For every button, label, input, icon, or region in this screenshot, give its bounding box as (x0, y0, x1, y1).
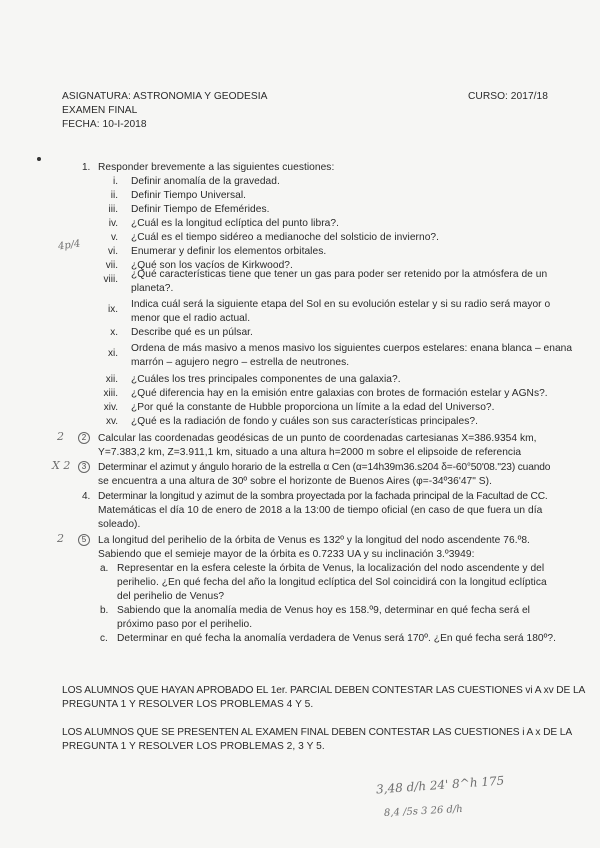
q5a-label: a. (100, 563, 109, 574)
q4-text-cont: soleado). (98, 519, 141, 530)
q1-item-text-cont: menor que el radio actual. (131, 313, 251, 324)
q1-item-text: Definir Tiempo de Efemérides. (131, 204, 270, 215)
q1-item-text-cont: marrón – agujero negro – estrella de neutrones. (131, 357, 350, 368)
exam-title: EXAMEN FINAL (62, 105, 138, 116)
margin-annotation: 4p/4 (57, 238, 82, 253)
q3-text-cont: se encuentra a una altura de 30º sobre el horizonte de Buenos Aires (φ=-34º36'47" S). (98, 476, 492, 487)
q1-item-text: ¿Qué diferencia hay en la emisión entre galaxias con brotes de formación estelar y AGNs?. (131, 388, 548, 399)
q3-number: 3 (78, 461, 90, 473)
q1-item-roman: xii. (105, 374, 118, 385)
q1-item-text: Ordena de más masivo a menos masivo los siguientes cuerpos estelares: enana blanca – enana (131, 343, 573, 354)
q1-item-roman: viii. (103, 274, 118, 285)
q4-text: Determinar la longitud y azimut de la sombra proyectada por la fachada principal de la Facultad de CC. (98, 491, 548, 502)
note-final-exam: LOS ALUMNOS QUE SE PRESENTEN AL EXAMEN FINAL DEBEN CONTESTAR LAS CUESTIONES i A x DE LA (62, 727, 573, 738)
q5a-text: Representar en la esfera celeste la órbita de Venus, la localización del nodo ascendente y del (117, 563, 545, 574)
note-first-partial: LOS ALUMNOS QUE HAYAN APROBADO EL 1er. PARCIAL DEBEN CONTESTAR LAS CUESTIONES vi A xv DE LA (62, 685, 586, 696)
handwritten-note: 8,4 /5s 3 26 d/h (383, 803, 464, 820)
q1-item-text: ¿Cuáles los tres principales componentes de una galaxia?. (131, 374, 401, 385)
q5-number: 5 (78, 534, 90, 546)
q1-item-text: ¿Qué son los vacíos de Kirkwood?. (131, 260, 293, 271)
q5c-label: c. (100, 633, 108, 644)
q5-text: La longitud del perihelio de la órbita de Venus es 132º y la longitud del nodo ascendente 76.º8. (98, 535, 530, 546)
q1-item-roman: iii. (108, 204, 118, 215)
exam-date: FECHA: 10-I-2018 (62, 119, 147, 130)
q1-item-text: ¿Cuál es la longitud eclíptica del punto libra?. (131, 218, 339, 229)
grade-mark: 2 (57, 532, 64, 545)
q1-item-text-cont: planeta?. (131, 283, 174, 294)
q5c-text: Determinar en qué fecha la anomalía verdadera de Venus será 170º. ¿En qué fecha será 180º?. (117, 633, 557, 644)
q1-item-text: Enumerar y definir los elementos orbitales. (131, 246, 327, 257)
q1-item-text: ¿Cuál es el tiempo sidéreo a medianoche del solsticio de invierno?. (131, 232, 440, 243)
q2-number: 2 (78, 432, 90, 444)
q1-item-text: Describe qué es un púlsar. (131, 327, 253, 338)
q1-item-roman: xi. (108, 348, 118, 359)
q1-item-text: ¿Por qué la constante de Hubble proporciona un límite a la edad del Universo?. (131, 402, 495, 413)
q1-item-roman: vii. (105, 260, 118, 271)
q2-text-cont: Y=7.383,2 km, Z=3.911,1 km, situado a una altura h=2000 m sobre el elipsoide de referencia (98, 447, 522, 458)
q1-item-text: ¿Qué características tiene que tener un gas para poder ser retenido por la atmósfera de un (131, 269, 548, 280)
q1-item-roman: ii. (110, 190, 118, 201)
scan-dot (37, 157, 41, 161)
q1-item-text: Definir Tiempo Universal. (131, 190, 247, 201)
q1-item-text: Definir anomalía de la gravedad. (131, 176, 280, 187)
q1-intro: Responder brevemente a las siguientes cuestiones: (98, 162, 335, 173)
q1-item-roman: v. (110, 232, 118, 243)
course-year: CURSO: 2017/18 (468, 91, 548, 102)
note-final-exam-cont: PREGUNTA 1 Y RESOLVER LOS PROBLEMAS 2, 3 Y 5. (62, 741, 325, 752)
grade-mark: 2 (57, 430, 64, 443)
q5b-text-cont: próximo paso por el perihelio. (117, 619, 253, 630)
q1-item-roman: ix. (108, 304, 118, 315)
q1-item-text: Indica cuál será la siguiente etapa del Sol en su evolución estelar y si su radio será mayor o (131, 299, 551, 310)
q2-text: Calcular las coordenadas geodésicas de un punto de coordenadas cartesianas X=386.9354 km, (98, 433, 537, 444)
q1-item-roman: x. (110, 327, 118, 338)
q1-item-roman: i. (113, 176, 118, 187)
q5-text-cont: Sabiendo que el semieje mayor de la órbita es 0.7233 UA y su inclinación 3.º3949: (98, 549, 475, 560)
subject-line: ASIGNATURA: ASTRONOMIA Y GEODESIA (62, 91, 268, 102)
q1-number: 1. (82, 162, 91, 173)
q5a-text-cont: perihelio. ¿En qué fecha del año la longitud eclíptica del Sol coincidirá con la longitud eclíptica (117, 577, 547, 588)
q5a-text-cont: del perihelio de Venus? (117, 591, 225, 602)
grade-mark: X 2 (52, 459, 71, 472)
q5b-text: Sabiendo que la anomalía media de Venus hoy es 158.º9, determinar en qué fecha será el (117, 605, 530, 616)
q1-item-roman: xiii. (103, 388, 118, 399)
handwritten-note: 3,48 d/h 24' 8^h 175 (375, 773, 505, 797)
q1-item-text: ¿Qué es la radiación de fondo y cuáles son sus características principales?. (131, 416, 478, 427)
q1-item-roman: xv. (105, 416, 118, 427)
q1-item-roman: iv. (108, 218, 118, 229)
q1-item-roman: vi. (108, 246, 118, 257)
q4-number: 4. (82, 491, 91, 502)
q1-item-roman: xiv. (103, 402, 118, 413)
note-first-partial-cont: PREGUNTA 1 Y RESOLVER LOS PROBLEMAS 4 Y 5. (62, 699, 314, 710)
q3-text: Determinar el azimut y ángulo horario de la estrella α Cen (α=14h39m36.s204 δ=-60°50'08."23) cuando (98, 462, 551, 473)
q4-text-cont: Matemáticas el día 10 de enero de 2018 a la 13:00 de tiempo oficial (en caso de que fuera un día (98, 505, 543, 516)
q5b-label: b. (100, 605, 109, 616)
